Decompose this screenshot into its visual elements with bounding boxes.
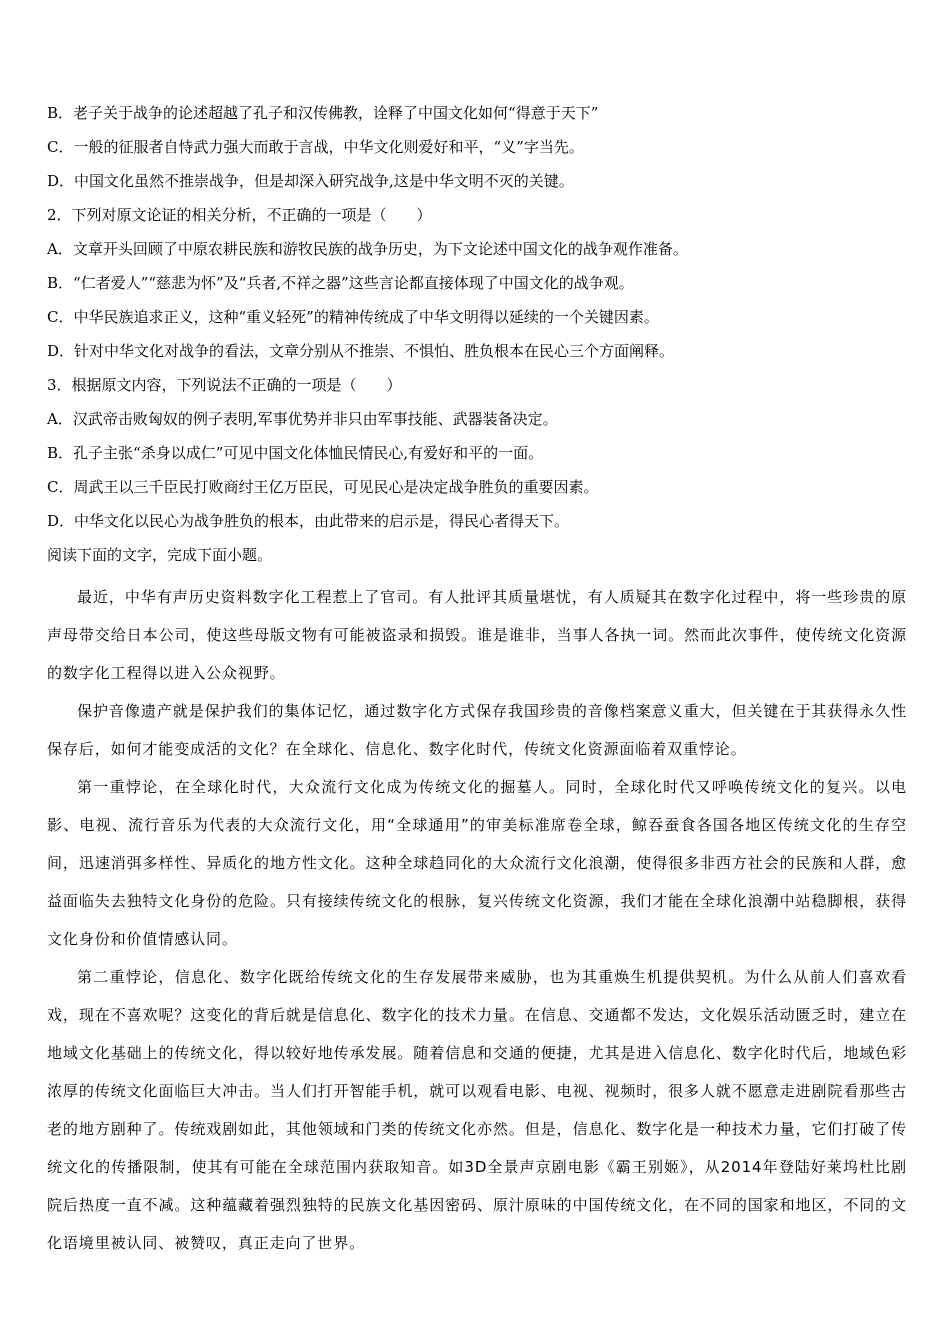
q3-option-b: B．孔子主张“杀身以成仁”可见中国文化体恤民情民心,有爱好和平的一面。 [47, 444, 544, 462]
q2-stem: 2．下列对原文论证的相关分析，不正确的一项是（ ） [47, 206, 432, 224]
passage-paragraph-4: 第二重悖论，信息化、数字化既给传统文化的生存发展带来威胁，也为其重焕生机提供契机。为什么从前人们喜欢看戏，现在不喜欢呢？这变化的背后就是信息化、数字化的技术力量。在信息、交通都不发达，文化娱乐活动匮乏时，建立在地域文化基础上的传统文化，得以较好地传承发展。随着信息和交通的便捷，尤其是进入信息化、数字化时代后，地域色彩浓厚的传统文化面临巨大冲击。当人们打开智能手机，就可以观看电影、电视、视频时，很多人就不愿意走进剧院看那些古老的地方剧种了。传统戏剧如此，其他领域和门类的传统文化亦然。但是，信息化、数字化是一种技术力量，它们打破了传统文化的传播限制，使其有可能在全球范围内获取知音。如3D全景声京剧电影《霸王别姬》，从2014年登陆好莱坞杜比剧院后热度一直不减。这种蕴藏着强烈独特的民族文化基因密码、原汁原味的中国传统文化，在不同的国家和地区，不同的文化语境里被认同、被赞叹，真正走向了世界。 [47, 968, 907, 1252]
reading-passage [47, 578, 907, 1262]
q1-option-b: B．老子关于战争的论述超越了孔子和汉传佛教，诠释了中国文化如何“得意于天下” [47, 104, 599, 122]
q2-option-a: A．文章开头回顾了中原农耕民族和游牧民族的战争历史，为下文论述中国文化的战争观作准备。 [47, 240, 688, 258]
q1-option-c: C．一般的征服者自恃武力强大而敢于言战，中华文化则爱好和平，“义”字当先。 [47, 138, 584, 156]
passage-paragraph-3: 第一重悖论，在全球化时代，大众流行文化成为传统文化的掘墓人。同时，全球化时代又呼唤传统文化的复兴。以电影、电视、流行音乐为代表的大众流行文化，用“全球通用”的审美标准席卷全球，鲸吞蚕食各国各地区传统文化的生存空间，迅速消弭多样性、异质化的地方性文化。这种全球趋同化的大众流行文化浪潮，使得很多非西方社会的民族和人群，愈益面临失去独特文化身份的危险。只有接续传统文化的根脉，复兴传统文化资源，我们才能在全球化浪潮中站稳脚根，获得文化身份和价值情感认同。 [47, 778, 907, 948]
q2-option-d: D．针对中华文化对战争的看法，文章分别从不推崇、不惧怕、胜负根本在民心三个方面阐释。 [47, 342, 675, 360]
q2-option-b: B．“仁者爱人”“慈悲为怀”及“兵者,不祥之器”这些言论都直接体现了中国文化的战争观。 [47, 274, 634, 292]
reading-instruction: 阅读下面的文字，完成下面小题。 [47, 546, 273, 564]
q3-option-a: A．汉武帝击败匈奴的例子表明,军事优势并非只由军事技能、武器装备决定。 [47, 410, 558, 428]
passage-paragraph-1: 最近，中华有声历史资料数字化工程惹上了官司。有人批评其质量堪忧，有人质疑其在数字化过程中，将一些珍贵的原声母带交给日本公司，使这些母版文物有可能被盗录和损毁。谁是谁非，当事人各执一词。然而此次事件，使传统文化资源的数字化工程得以进入公众视野。 [47, 588, 907, 682]
q2-option-c: C．中华民族追求正义，这种“重义轻死”的精神传统成了中华文明得以延续的一个关键因素。 [47, 308, 659, 326]
q3-option-d: D．中华文化以民心为战争胜负的根本，由此带来的启示是，得民心者得天下。 [47, 512, 570, 530]
passage-paragraph-2: 保护音像遗产就是保护我们的集体记忆，通过数字化方式保存我国珍贵的音像档案意义重大，但关键在于其获得永久性保存后，如何才能变成活的文化？在全球化、信息化、数字化时代，传统文化资源面临着双重悖论。 [47, 702, 907, 758]
q3-option-c: C．周武王以三千臣民打败商纣王亿万臣民，可见民心是决定战争胜负的重要因素。 [47, 478, 599, 496]
document-page [47, 96, 907, 1262]
q3-stem: 3．根据原文内容，下列说法不正确的一项是（ ） [47, 376, 402, 394]
q1-option-d: D．中国文化虽然不推崇战争，但是却深入研究战争,这是中华文明不灭的关键。 [47, 172, 574, 190]
